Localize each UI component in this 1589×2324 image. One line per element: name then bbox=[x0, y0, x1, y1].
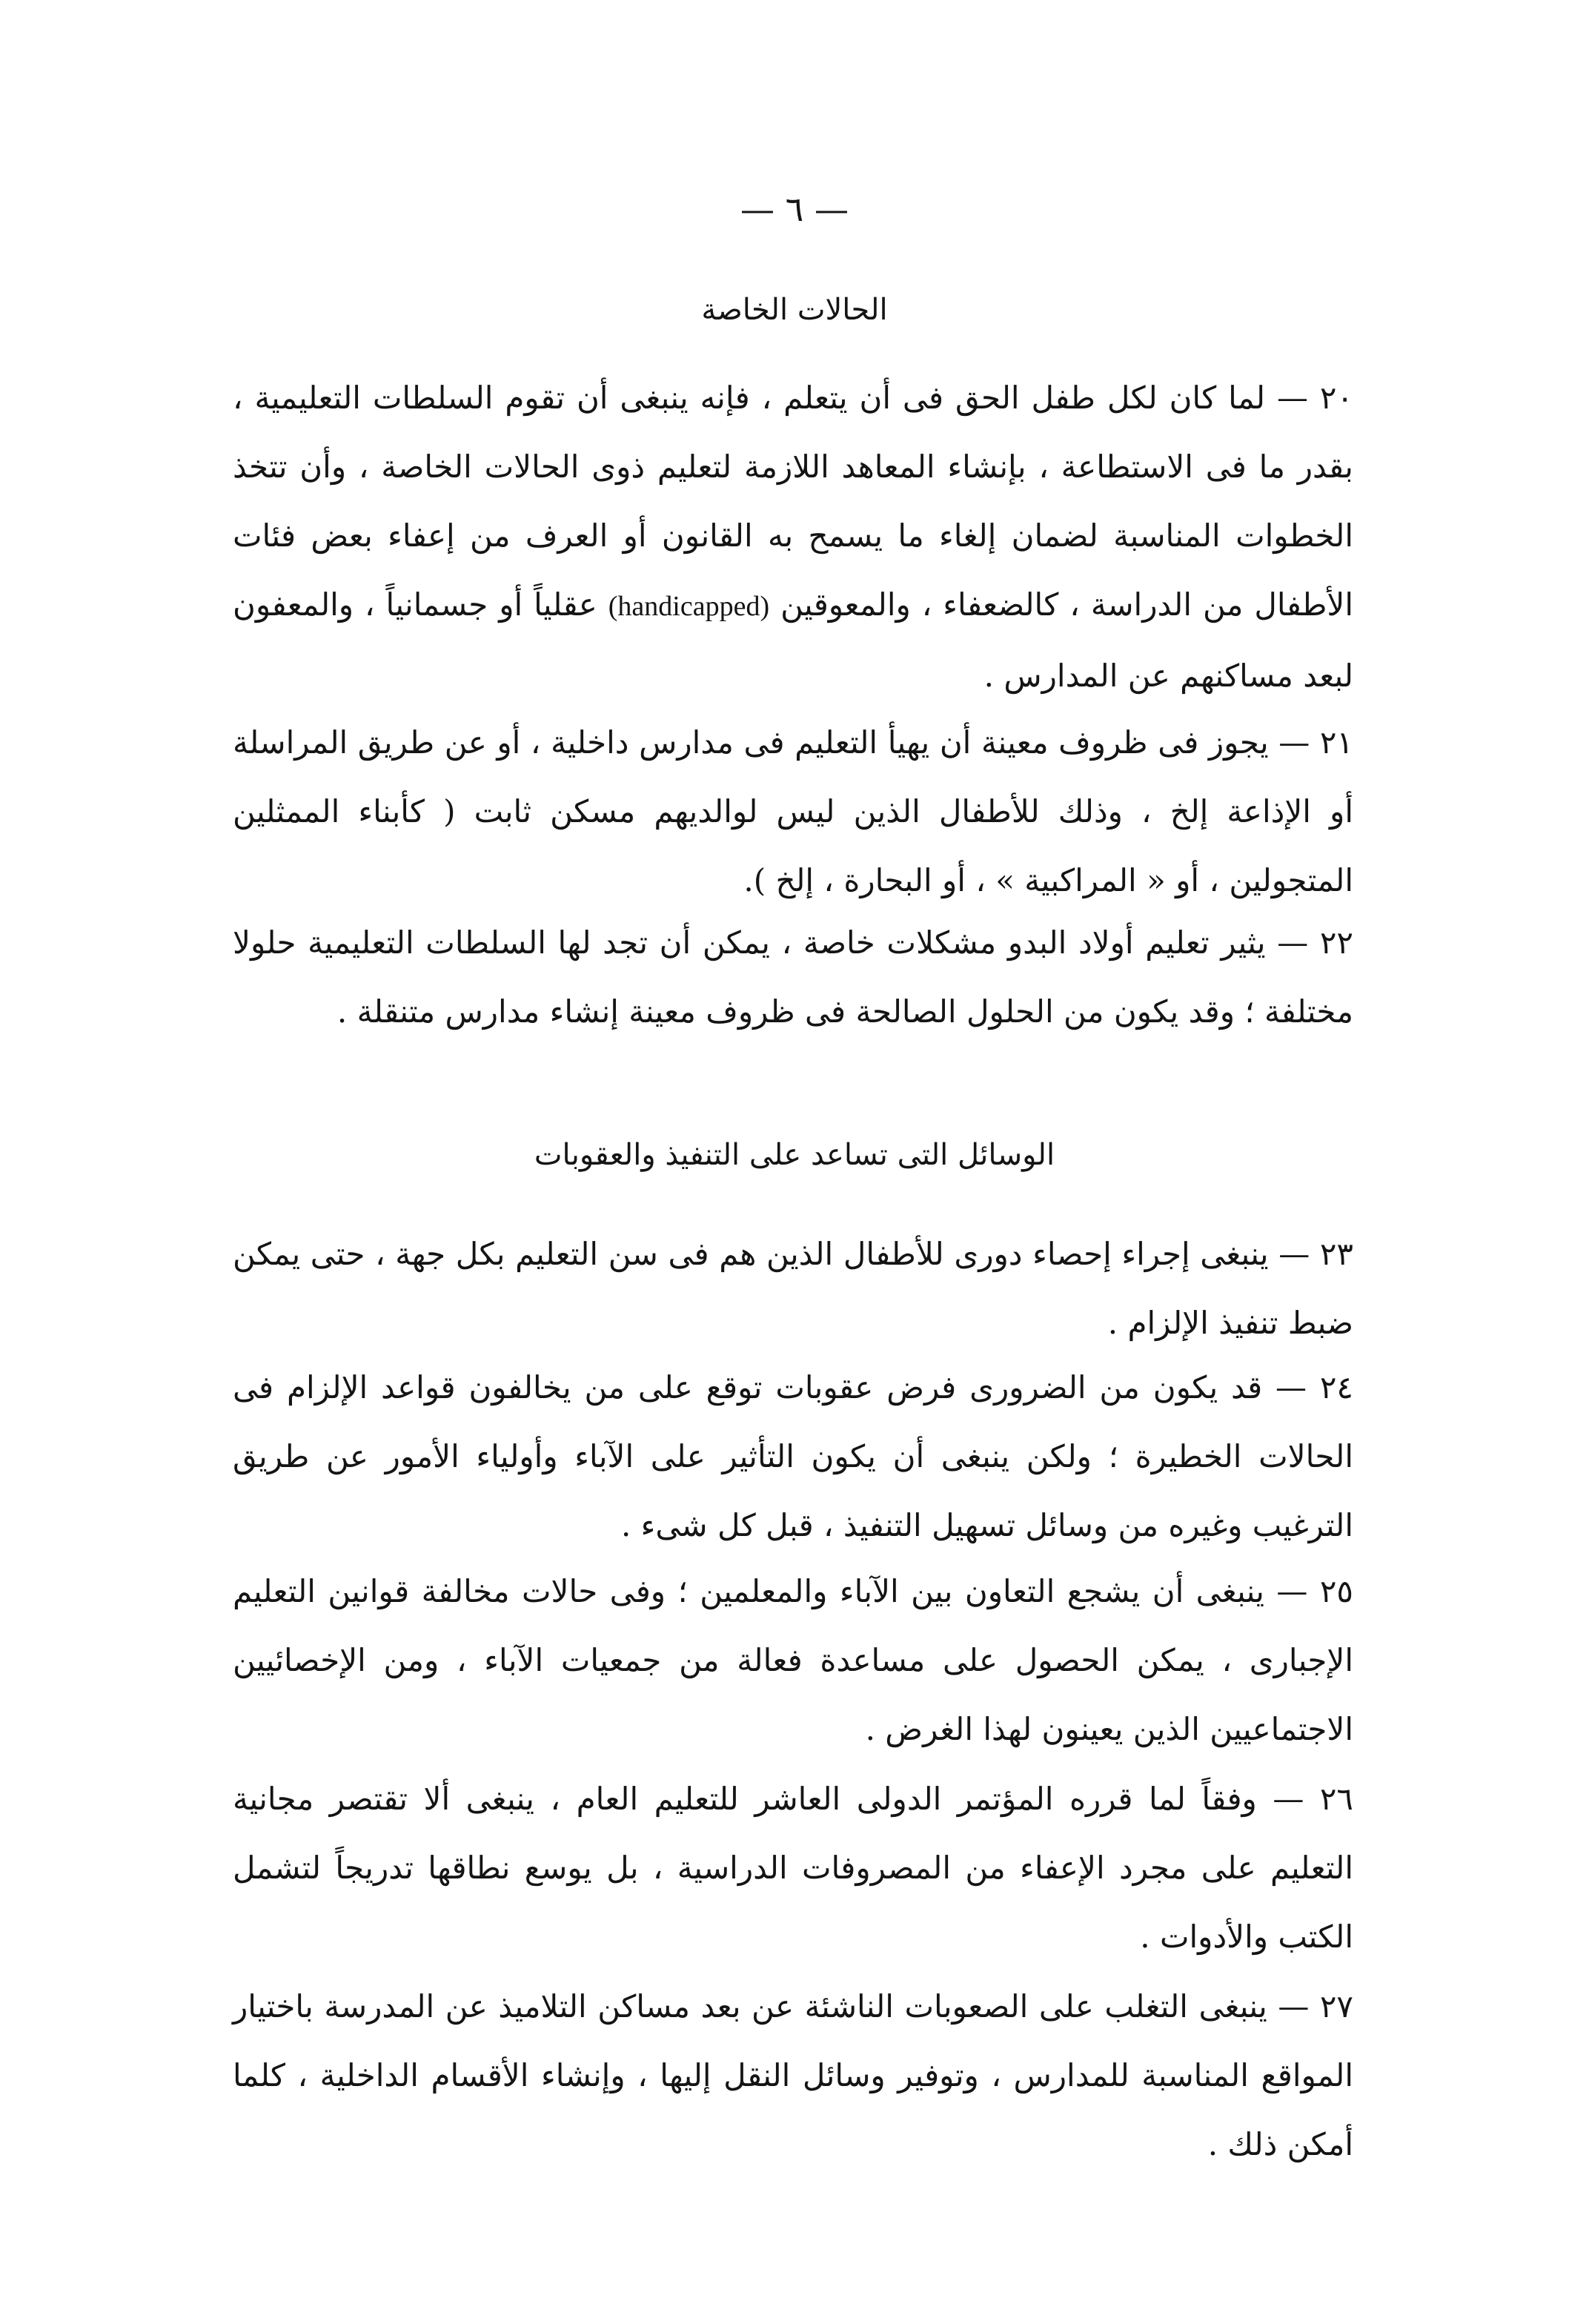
paragraph-25: ٢٥ — ينبغى أن يشجع التعاون بين الآباء والمعلمين ؛ وفى حالات مخالفة قوانين التعليم الإجبارى ، يمكن الحصول على مساعدة فعالة من جمعيات الآباء ، ومن الإخصائيين الاجتماعيين الذين يعينون لهذا الغرض . bbox=[233, 1573, 1353, 1747]
paragraph-20-latin-term: (handicapped) bbox=[608, 591, 770, 622]
paragraph-26: ٢٦ — وفقاً لما قرره المؤتمر الدولى العاشر للتعليم العام ، ينبغى ألا تقتصر مجانية التعليم على مجرد الإعفاء من المصروفات الدراسية ، بل يوسع نطاقها تدريجاً لتشمل الكتب والأدوات . bbox=[233, 1781, 1353, 1955]
paragraph-27: ٢٧ — ينبغى التغلب على الصعوبات الناشئة عن بعد مساكن التلاميذ عن المدرسة باختيار المواقع المناسبة للمدارس ، وتوفير وسائل النقل إليها ، وإنشاء الأقسام الداخلية ، كلما أمكن ذلك . bbox=[233, 1988, 1353, 2162]
section-heading-special-cases: الحالات الخاصة bbox=[701, 293, 888, 327]
paragraph-20 bbox=[233, 363, 1353, 710]
paragraph-22: ٢٢ — يثير تعليم أولاد البدو مشكلات خاصة ، يمكن أن تجد لها السلطات التعليمية حلولا مختلفة ؛ وقد يكون من الحلول الصالحة فى ظروف معينة إنشاء مدارس متنقلة . bbox=[233, 924, 1353, 1030]
paragraph-20-text: ٢٠ — لما كان لكل طفل الحق فى أن يتعلم ، فإنه ينبغى أن تقوم السلطات التعليمية ، بقدر ما فى الاستطاعة ، بإنشاء المعاهد اللازمة لتعليم ذوى الحالات الخاصة ، وأن تتخذ الخطوات المناسبة لضمان إلغاء ما يسمح به القانون أو العرف من إعفاء بعض فئات الأطفال من الدراسة ، كالضعفاء ، والمعوقين bbox=[233, 380, 1353, 623]
paragraph-24: ٢٤ — قد يكون من الضرورى فرض عقوبات توقع على من يخالفون قواعد الإلزام فى الحالات الخطيرة ؛ ولكن ينبغى أن يكون التأثير على الآباء وأولياء الأمور عن طريق الترغيب وغيره من وسائل تسهيل التنفيذ ، قبل كل شىء . bbox=[233, 1369, 1353, 1543]
paragraph-23: ٢٣ — ينبغى إجراء إحصاء دورى للأطفال الذين هم فى سن التعليم بكل جهة ، حتى يمكن ضبط تنفيذ الإلزام . bbox=[233, 1236, 1353, 1341]
paragraph-21: ٢١ — يجوز فى ظروف معينة أن يهيأ التعليم فى مدارس داخلية ، أو عن طريق المراسلة أو الإذاعة إلخ ، وذلك للأطفال الذين ليس لوالديهم مسكن ثابت ( كأبناء الممثلين المتجولين ، أو « المراكبية » ، أو البحارة ، إلخ ). bbox=[233, 724, 1353, 898]
paragraph-20-text-end: عقلياً أو جسمانياً ، والمعفون لبعد مساكنهم عن المدارس . bbox=[233, 586, 1353, 694]
page-number: — ٦ — bbox=[740, 189, 849, 229]
section-heading-enforcement-penalties: الوسائل التى تساعد على التنفيذ والعقوبات bbox=[534, 1138, 1055, 1172]
